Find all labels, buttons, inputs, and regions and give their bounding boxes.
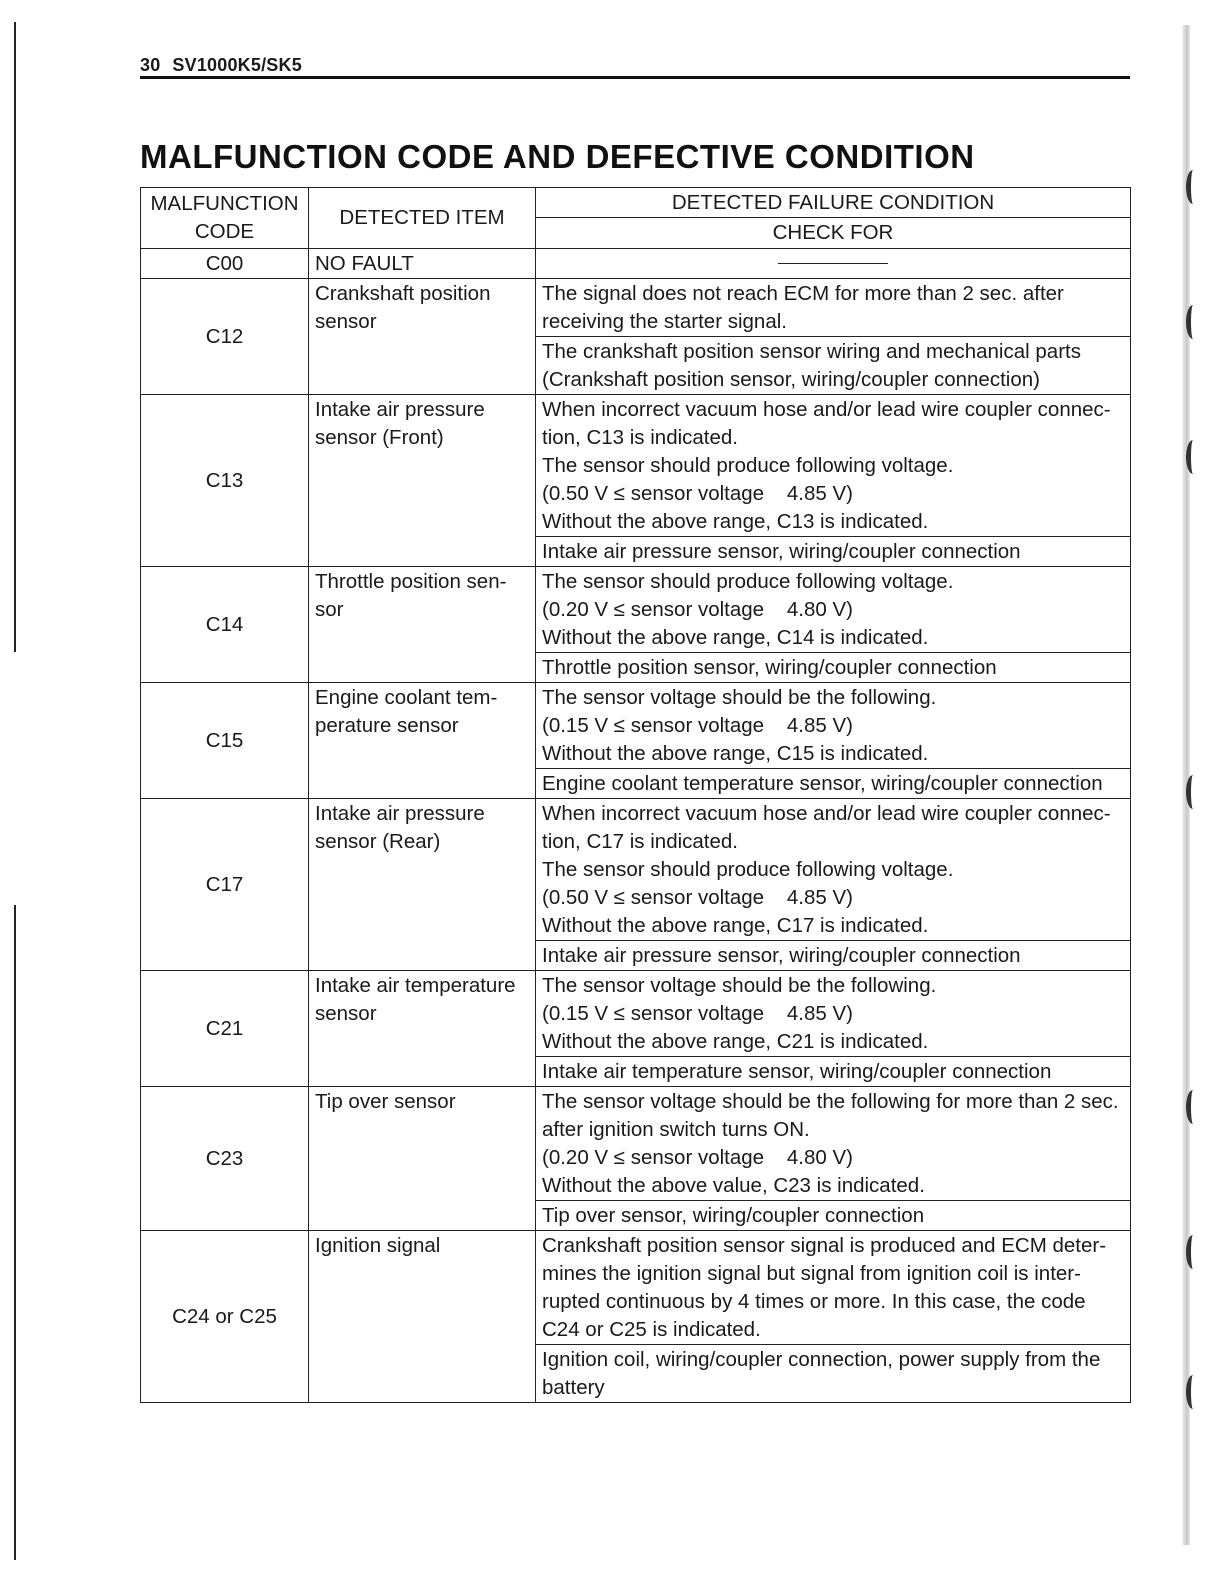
failure-condition-cell: [536, 799, 1131, 941]
header-failure-condition: DETECTED FAILURE CONDITION: [536, 188, 1131, 218]
check-for-line: battery: [542, 1376, 605, 1399]
check-for-cell: [536, 1057, 1131, 1087]
header-code: [141, 188, 309, 249]
condition-line: tion, C17 is indicated.: [542, 830, 739, 853]
page-number: 30: [140, 55, 161, 75]
detected-item-cell: [309, 683, 536, 799]
code-cell: C24 or C25: [141, 1231, 309, 1403]
check-for-line: Throttle position sensor, wiring/coupler connection: [542, 656, 997, 679]
binding-margin-line-bottom: [14, 905, 16, 1560]
check-for-cell: [536, 1201, 1131, 1231]
table-row: [141, 279, 1131, 337]
code-cell: C15: [141, 683, 309, 799]
binder-hole-mark: [1186, 775, 1200, 809]
detected-item-line: Crankshaft position: [315, 282, 491, 305]
detected-item-line: Throttle position sen-: [315, 570, 507, 593]
check-for-cell: [536, 769, 1131, 799]
check-for-line: Intake air temperature sensor, wiring/coupler connection: [542, 1060, 1052, 1083]
failure-condition-cell: [536, 395, 1131, 537]
code-cell: C23: [141, 1087, 309, 1231]
model-name: SV1000K5/SK5: [172, 55, 302, 75]
condition-line: receiving the starter signal.: [542, 310, 787, 333]
check-for-cell: [536, 941, 1131, 971]
detected-item-line: Engine coolant tem-: [315, 686, 498, 709]
detected-item-line: Ignition signal: [315, 1234, 441, 1257]
header-check-for: CHECK FOR: [536, 218, 1131, 249]
condition-line: (0.50 V ≤ sensor voltage 4.85 V): [542, 482, 853, 505]
condition-line: When incorrect vacuum hose and/or lead wire coupler connec-: [542, 398, 1111, 421]
check-for-cell: [536, 653, 1131, 683]
condition-line: The sensor voltage should be the following.: [542, 686, 937, 709]
check-for-line: Engine coolant temperature sensor, wiring/coupler connection: [542, 772, 1103, 795]
condition-line: The signal does not reach ECM for more than 2 sec. after: [542, 282, 1064, 305]
failure-condition-cell: [536, 567, 1131, 653]
condition-line: Without the above range, C14 is indicated.: [542, 626, 929, 649]
check-for-line: Intake air pressure sensor, wiring/coupler connection: [542, 944, 1021, 967]
binder-hole-mark: [1186, 1090, 1200, 1124]
code-cell: C14: [141, 567, 309, 683]
condition-line: Without the above value, C23 is indicated.: [542, 1174, 925, 1197]
binding-margin-line-top: [14, 22, 16, 652]
code-cell: C21: [141, 971, 309, 1087]
condition-line: (0.50 V ≤ sensor voltage 4.85 V): [542, 886, 853, 909]
malfunction-code-table: [140, 187, 1131, 1403]
failure-condition-cell: [536, 249, 1131, 279]
code-cell: C13: [141, 395, 309, 567]
check-for-line: (Crankshaft position sensor, wiring/coupler connection): [542, 368, 1040, 391]
header-detected-item: DETECTED ITEM: [309, 188, 536, 249]
detected-item-line: Intake air pressure: [315, 398, 485, 421]
condition-line: (0.15 V ≤ sensor voltage 4.85 V): [542, 714, 853, 737]
condition-line: The sensor should produce following voltage.: [542, 570, 954, 593]
detected-item-cell: [309, 971, 536, 1087]
table-row: [141, 567, 1131, 653]
check-for-line: Tip over sensor, wiring/coupler connection: [542, 1204, 925, 1227]
table-row: [141, 249, 1131, 279]
check-for-cell: [536, 337, 1131, 395]
failure-condition-cell: [536, 1087, 1131, 1201]
header-code-line: MALFUNCTION: [150, 192, 299, 215]
condition-line: (0.20 V ≤ sensor voltage 4.80 V): [542, 598, 853, 621]
failure-condition-cell: [536, 683, 1131, 769]
detected-item-line: sensor: [315, 1002, 377, 1025]
failure-condition-cell: [536, 1231, 1131, 1345]
condition-line: Without the above range, C13 is indicated.: [542, 510, 929, 533]
table-row: [141, 1087, 1131, 1201]
table-row: [141, 799, 1131, 941]
condition-line: mines the ignition signal but signal from ignition coil is inter-: [542, 1262, 1081, 1285]
detected-item-line: Intake air pressure: [315, 802, 485, 825]
table-row: [141, 683, 1131, 769]
table-row: [141, 395, 1131, 537]
header-rule: [140, 76, 1130, 79]
condition-line: after ignition switch turns ON.: [542, 1118, 810, 1141]
binder-hole-mark: [1186, 440, 1200, 474]
condition-line: The sensor voltage should be the following.: [542, 974, 937, 997]
page-title: MALFUNCTION CODE AND DEFECTIVE CONDITION: [140, 138, 975, 175]
check-for-line: The crankshaft position sensor wiring and mechanical parts: [542, 340, 1081, 363]
detected-item-cell: [309, 567, 536, 683]
condition-line: tion, C13 is indicated.: [542, 426, 739, 449]
condition-line: Without the above range, C17 is indicated.: [542, 914, 929, 937]
table-row: [141, 1231, 1131, 1345]
condition-line: (0.15 V ≤ sensor voltage 4.85 V): [542, 1002, 853, 1025]
binder-hole-mark: [1186, 1235, 1200, 1269]
header-code-line: CODE: [194, 220, 255, 243]
check-for-cell: [536, 1345, 1131, 1403]
detected-item-line: Tip over sensor: [315, 1090, 456, 1113]
detected-item-line: NO FAULT: [315, 252, 414, 275]
binder-hole-mark: [1186, 170, 1200, 204]
no-condition-dash: [778, 263, 888, 264]
condition-line: Crankshaft position sensor signal is produced and ECM deter-: [542, 1234, 1107, 1257]
detected-item-line: sensor: [315, 310, 377, 333]
running-header: [140, 55, 1130, 76]
code-cell: C12: [141, 279, 309, 395]
check-for-line: Ignition coil, wiring/coupler connection, power supply from the: [542, 1348, 1101, 1371]
detected-item-cell: [309, 395, 536, 567]
check-for-line: Intake air pressure sensor, wiring/coupler connection: [542, 540, 1021, 563]
detected-item-cell: [309, 799, 536, 971]
detected-item-cell: [309, 279, 536, 395]
condition-line: The sensor voltage should be the following for more than 2 sec.: [542, 1090, 1119, 1113]
condition-line: The sensor should produce following voltage.: [542, 858, 954, 881]
binder-hole-mark: [1186, 1375, 1200, 1409]
detected-item-line: sor: [315, 598, 344, 621]
condition-line: When incorrect vacuum hose and/or lead wire coupler connec-: [542, 802, 1111, 825]
detected-item-line: Intake air temperature: [315, 974, 516, 997]
condition-line: C24 or C25 is indicated.: [542, 1318, 761, 1341]
detected-item-line: perature sensor: [315, 714, 459, 737]
detected-item-line: sensor (Rear): [315, 830, 441, 853]
condition-line: rupted continuous by 4 times or more. In this case, the code: [542, 1290, 1086, 1313]
detected-item-cell: [309, 1231, 536, 1403]
condition-line: The sensor should produce following voltage.: [542, 454, 954, 477]
check-for-cell: [536, 537, 1131, 567]
code-cell: C00: [141, 249, 309, 279]
condition-line: (0.20 V ≤ sensor voltage 4.80 V): [542, 1146, 853, 1169]
table-header-row: [141, 188, 1131, 218]
failure-condition-cell: [536, 279, 1131, 337]
failure-condition-cell: [536, 971, 1131, 1057]
table-row: [141, 971, 1131, 1057]
condition-line: Without the above range, C15 is indicated.: [542, 742, 929, 765]
detected-item-cell: [309, 1087, 536, 1231]
code-cell: C17: [141, 799, 309, 971]
detected-item-line: sensor (Front): [315, 426, 444, 449]
condition-line: Without the above range, C21 is indicated.: [542, 1030, 929, 1053]
binder-hole-mark: [1186, 305, 1200, 339]
detected-item-cell: [309, 249, 536, 279]
